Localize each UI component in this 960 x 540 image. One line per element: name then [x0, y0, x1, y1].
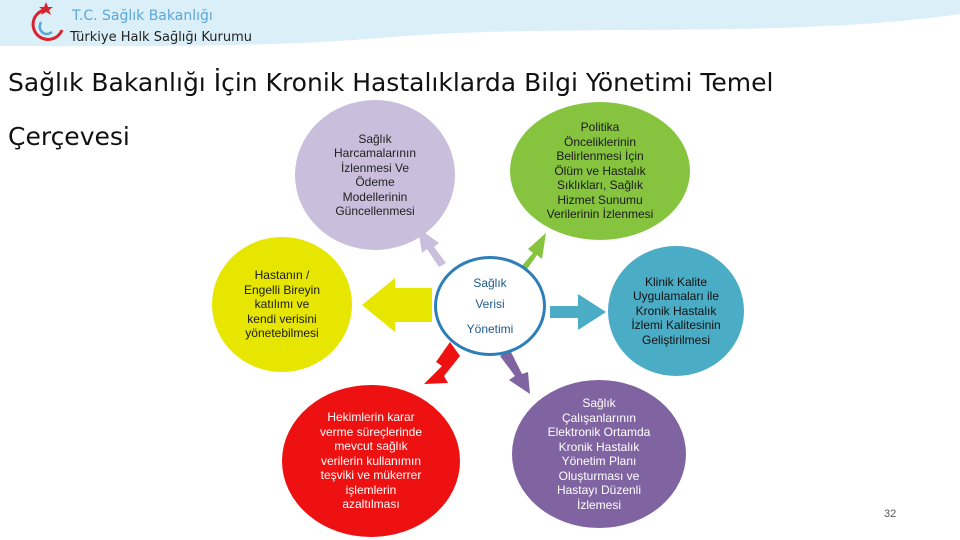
org-title: T.C. Sağlık Bakanlığı: [72, 8, 213, 24]
arrow-to-bottom-right: [500, 350, 530, 394]
node-physician-decisions: Hekimlerin karar verme süreçlerinde mevcut sağlık verilerin kullanımın teşviki ve mükerrer işlemlerin azaltılması: [282, 385, 460, 537]
node-patient-participation: Hastanın / Engelli Bireyin katılımı ve kendi verisini yönetebilmesi: [212, 237, 352, 372]
arrow-to-left: [362, 278, 432, 332]
node-clinical-quality: Klinik Kalite Uygulamaları ile Kronik Hastalık İzlemi Kalitesinin Geliştirilmesi: [608, 246, 744, 376]
page-title: Sağlık Bakanlığı İçin Kronik Hastalıklarda Bilgi Yönetimi Temel: [8, 68, 774, 97]
node-electronic-management-plan: Sağlık Çalışanlarının Elektronik Ortamda Kronik Hastalık Yönetim Planı Oluşturması ve Hastayı Düzenli İzlemesi: [512, 380, 686, 528]
node-health-expenditure: Sağlık Harcamalarının İzlenmesi Ve Ödeme Modellerinin Güncellenmesi: [295, 100, 455, 250]
arrow-to-bottom-left: [424, 342, 460, 384]
node-health-data-management: Sağlık Verisi Yönetimi: [434, 256, 546, 356]
node-policy-priorities: Politika Önceliklerinin Belirlenmesi İçin Ölüm ve Hastalık Sıklıkları, Sağlık Hizmet Sunumu Verilerinin İzlenmesi: [510, 102, 690, 240]
org-subtitle: Türkiye Halk Sağlığı Kurumu: [70, 30, 253, 45]
page-title-continuation: Çerçevesi: [8, 122, 130, 151]
page-number: 32: [884, 508, 897, 520]
arrow-to-right: [550, 294, 606, 330]
